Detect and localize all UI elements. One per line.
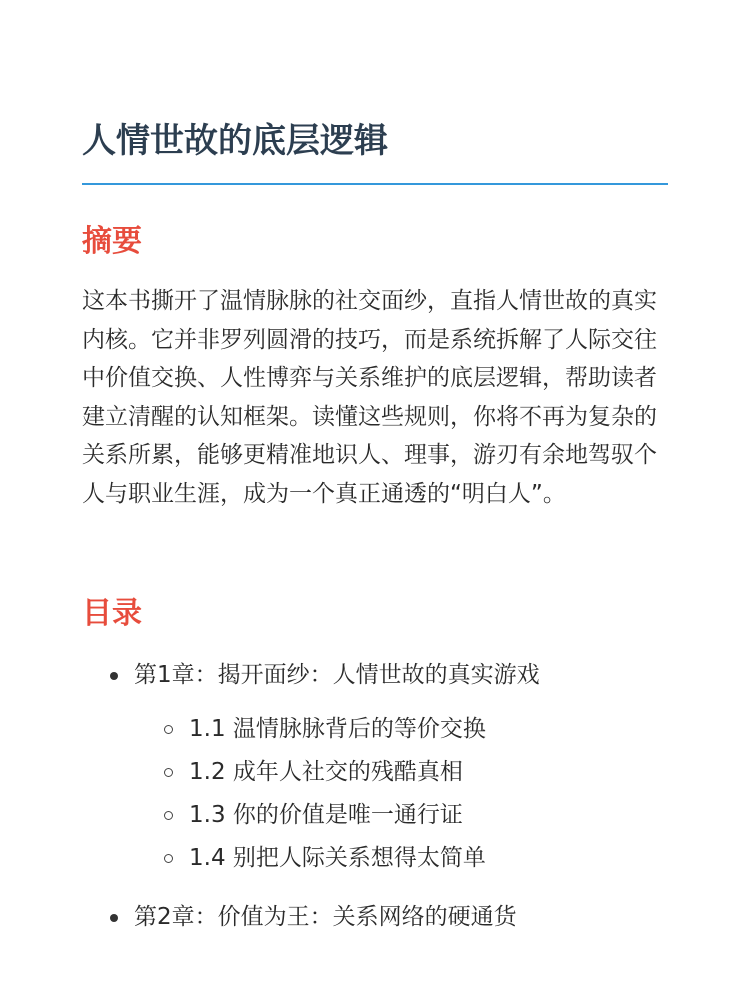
toc-chapter-1 [82,652,672,698]
document-title: 人情世故的底层逻辑 [82,121,388,161]
toc-chapter-1-sections [82,708,672,880]
toc-section-item [82,751,672,794]
toc-section-item [82,794,672,837]
toc-section-item [82,837,672,880]
circle-bullet-icon [164,854,173,863]
toc-chapter-label: 第2章：价值为王：关系网络的硬通货 [134,904,517,930]
toc-section-label: 1.4 别把人际关系想得太简单 [189,845,486,871]
bullet-icon [110,672,118,680]
title-divider [82,183,668,185]
circle-bullet-icon [164,768,173,777]
toc-section-item [82,708,672,751]
toc-chapter-2 [82,894,672,940]
circle-bullet-icon [164,811,173,820]
toc-section-label: 1.3 你的价值是唯一通行证 [189,802,463,828]
bullet-icon [110,914,118,922]
table-of-contents [82,652,672,940]
summary-heading: 摘要 [82,224,142,259]
toc-chapter-label: 第1章：揭开面纱：人情世故的真实游戏 [134,662,540,688]
summary-paragraph: 这本书撕开了温情脉脉的社交面纱，直指人情世故的真实内核。它并非罗列圆滑的技巧，而是系统拆解了人际交往中价值交换、人性博弈与关系维护的底层逻辑，帮助读者建立清醒的认知框架。读懂这些规则，你将不再为复杂的关系所累，能够更精准地识人、理事，游刃有余地驾驭个人与职业生涯，成为一个真正通透的“明白人”。 [82,288,657,507]
circle-bullet-icon [164,725,173,734]
toc-section-label: 1.2 成年人社交的残酷真相 [189,759,463,785]
toc-heading: 目录 [82,596,142,631]
toc-section-label: 1.1 温情脉脉背后的等价交换 [189,716,486,742]
